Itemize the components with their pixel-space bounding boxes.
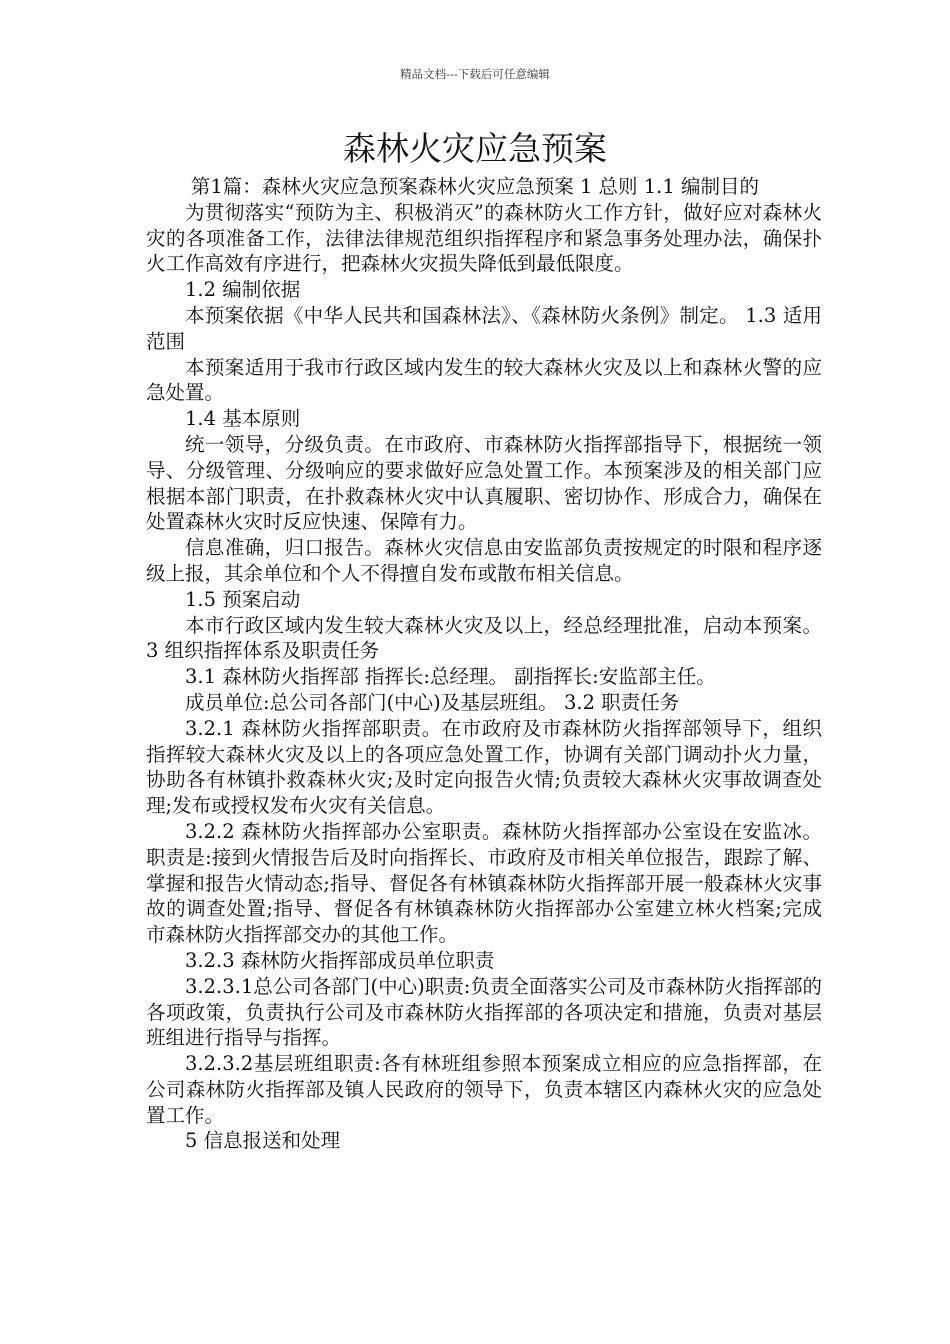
document-body xyxy=(146,174,822,1154)
section-heading: 5 信息报送和处理 xyxy=(185,1129,341,1153)
paragraph: 为贯彻落实“预防为主、积极消灭”的森林防火工作方针，做好应对森林火灾的各项准备工作，法律法律规范组织指挥程序和紧急事务处理办法，确保扑火工作高效有序进行，把森林火灾损失降低到最低限度。 xyxy=(146,200,822,276)
paragraph: 3.2.3.1总公司各部门(中心)职责:负责全面落实公司及市森林防火指挥部的各项政策，负责执行公司及市森林防火指挥部的各项决定和措施，负责对基层班组进行指导与指挥。 xyxy=(146,974,822,1050)
paragraph: 成员单位:总公司各部门(中心)及基层班组。 3.2 职责任务 xyxy=(185,690,680,714)
paragraph: 3.2.1 森林防火指挥部职责。在市政府及市森林防火指挥部领导下，组织指挥较大森林火灾及以上的各项应急处置工作，协调有关部门调动扑火力量，协助各有林镇扑救森林火灾;及时定向报告火情;负责较大森林火灾事故调查处理;发布或授权发布火灾有关信息。 xyxy=(146,716,822,818)
paragraph: 本预案适用于我市行政区域内发生的较大森林火灾及以上和森林火警的应急处置。 xyxy=(146,355,822,405)
section-heading: 3.2.3 森林防火指挥部成员单位职责 xyxy=(185,948,495,972)
paragraph: 3.2.2 森林防火指挥部办公室职责。森林防火指挥部办公室设在安监冰。职责是:接到火情报告后及时向指挥长、市政府及市相关单位报告，跟踪了解、掌握和报告火情动态;指导、督促各有林镇森林防火指挥部开展一般森林火灾事故的调查处置;指导、督促各有林镇森林防火指挥部办公室建立林火档案;完成市森林防火指挥部交办的其他工作。 xyxy=(146,819,822,947)
section-heading: 1.2 编制依据 xyxy=(185,278,301,302)
paragraph: 本预案依据《中华人民共和国森林法》、《森林防火条例》制定。 1.3 适用范围 xyxy=(146,303,822,353)
document-title: 森林火灾应急预案 xyxy=(343,129,607,168)
header-note: 精品文档---下载后可任意编辑 xyxy=(400,67,550,81)
paragraph: 统一领导，分级负责。在市政府、市森林防火指挥部指导下，根据统一领导、分级管理、分级响应的要求做好应急处置工作。本预案涉及的相关部门应根据本部门职责，在扑救森林火灾中认真履职、密切协作、形成合力，确保在处置森林火灾时反应快速、保障有力。 xyxy=(146,432,822,534)
paragraph: 3.2.3.2基层班组职责:各有林班组参照本预案成立相应的应急指挥部，在公司森林防火指挥部及镇人民政府的领导下，负责本辖区内森林火灾的应急处置工作。 xyxy=(146,1052,822,1127)
paragraph: 第1篇：森林火灾应急预案森林火灾应急预案 1 总则 1.1 编制目的 xyxy=(190,175,759,198)
section-heading: 1.5 预案启动 xyxy=(185,587,301,611)
paragraph: 3.1 森林防火指挥部 指挥长:总经理。 副指挥长:安监部主任。 xyxy=(185,665,716,689)
paragraph: 本市行政区域内发生较大森林火灾及以上，经总经理批准，启动本预案。 3 组织指挥体系及职责任务 xyxy=(146,613,822,663)
section-heading: 1.4 基本原则 xyxy=(185,407,301,431)
paragraph: 信息准确，归口报告。森林火灾信息由安监部负责按规定的时限和程序逐级上报，其余单位和个人不得擅自发布或散布相关信息。 xyxy=(146,536,822,585)
